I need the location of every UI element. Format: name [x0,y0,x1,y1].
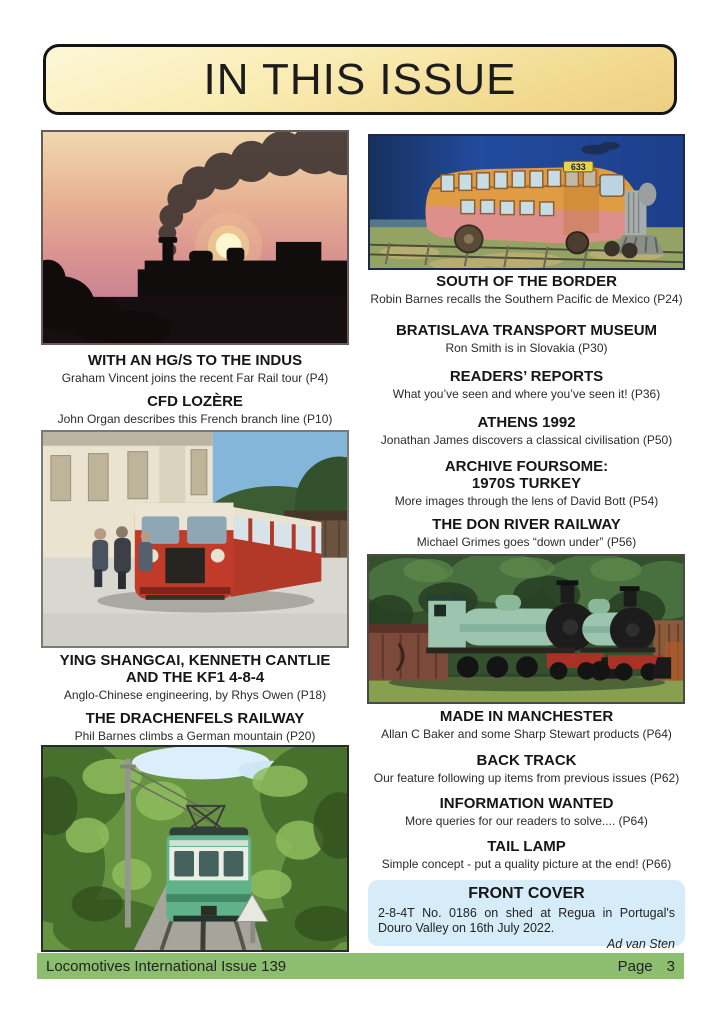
article-subtitle: More queries for our readers to solve.... (P64) [405,814,648,828]
article-title-line: BRATISLAVA TRANSPORT MUSEUM [395,322,658,339]
article-title [368,516,685,533]
article-title-line: THE DON RIVER RAILWAY [432,516,621,533]
article-subtitle: Michael Grimes goes “down under” (P56) [416,535,637,549]
page-footer-bar [37,953,684,979]
article-don-river-railway [368,516,685,549]
article-title [368,795,685,812]
article-title [41,393,349,410]
article-title [41,652,349,686]
article-title [368,322,685,339]
article-title [368,708,685,725]
article-made-in-manchester [368,708,685,741]
sunset-steam-train-photo [41,130,349,345]
article-title-line: INFORMATION WANTED [439,795,614,812]
red-railcar-station-photo [41,430,349,648]
tram-photo-art [43,747,347,950]
article-ying-shangcai [41,652,349,702]
green-tram-forest-photo [41,745,349,952]
article-subtitle: Robin Barnes recalls the Southern Pacific de Mexico (P24) [370,292,683,306]
in-this-issue-banner [43,44,677,115]
article-subtitle: Ron Smith is in Slovakia (P30) [445,341,608,355]
article-title-line: READERS’ REPORTS [449,368,604,385]
article-title [368,838,685,855]
article-subtitle: More images through the lens of David Bott (P54) [394,494,659,508]
railbus-painting-art [370,136,683,268]
article-title-line: MADE IN MANCHESTER [439,708,614,725]
article-cfd-lozere [41,393,349,426]
article-subtitle: Simple concept - put a quality picture at the end! (P66) [381,857,672,871]
sunset-photo-art [43,132,347,343]
locomotives-photo-art [369,556,683,702]
front-cover-photo-credit: Ad van Sten [606,937,675,951]
article-archive-foursome [368,458,685,508]
front-cover-description: 2-8-4T No. 0186 on shed at Regua in Portugal's Douro Valley on 16th July 2022. [378,906,675,935]
article-bratislava-museum [368,322,685,355]
article-title [368,458,685,492]
article-tail-lamp [368,838,685,871]
footer-page-indicator [618,958,675,975]
article-hgs-indus [41,352,349,385]
article-south-of-border [368,273,685,306]
article-title-line: CFD LOZÈRE [147,393,243,410]
article-subtitle: John Organ describes this French branch line (P10) [57,412,333,426]
front-cover-box [368,880,685,951]
bus-number-text: 633 [570,162,586,172]
article-title-line: THE DRACHENFELS RAILWAY [85,710,305,727]
article-title [368,273,685,290]
article-information-wanted [368,795,685,828]
article-athens-1992 [368,414,685,447]
article-subtitle: Anglo-Chinese engineering, by Rhys Owen (P18) [63,688,327,702]
article-title-line: YING SHANGCAI, KENNETH CANTLIE [59,652,331,669]
article-title-line: ATHENS 1992 [477,414,576,431]
banner-title: IN THIS ISSUE [203,54,517,104]
front-cover-title: FRONT COVER [468,885,585,902]
article-title-line: ARCHIVE FOURSOME: [444,458,609,475]
article-drachenfels [41,710,349,743]
footer-issue-text: Locomotives International Issue 139 [46,957,287,975]
article-title-line: WITH AN HG/S TO THE INDUS [87,352,303,369]
article-subtitle: Graham Vincent joins the recent Far Rail tour (P4) [61,371,329,385]
article-subtitle: Jonathan James discovers a classical civilisation (P50) [380,433,673,447]
border-railbus-painting [368,134,685,270]
article-title-line: AND THE KF1 4-8-4 [125,669,265,686]
article-title-line: BACK TRACK [476,752,577,769]
article-title [41,710,349,727]
green-locomotives-photo [367,554,685,704]
article-readers-reports [368,368,685,401]
article-back-track [368,752,685,785]
footer-page-label: Page [617,957,653,975]
article-subtitle: Allan C Baker and some Sharp Stewart products (P64) [381,727,672,741]
article-title-line: TAIL LAMP [487,838,566,855]
article-title-line: SOUTH OF THE BORDER [436,273,617,290]
article-title [368,414,685,431]
article-subtitle: Our feature following up items from previous issues (P62) [373,771,680,785]
footer-page-number: 3 [666,957,675,975]
article-subtitle: Phil Barnes climbs a German mountain (P20) [74,729,316,743]
article-title [368,752,685,769]
railcar-photo-art [43,432,347,646]
article-subtitle: What you’ve seen and where you’ve seen it! (P36) [392,387,661,401]
article-title-line: 1970S TURKEY [471,475,582,492]
article-title [368,368,685,385]
article-title [41,352,349,369]
